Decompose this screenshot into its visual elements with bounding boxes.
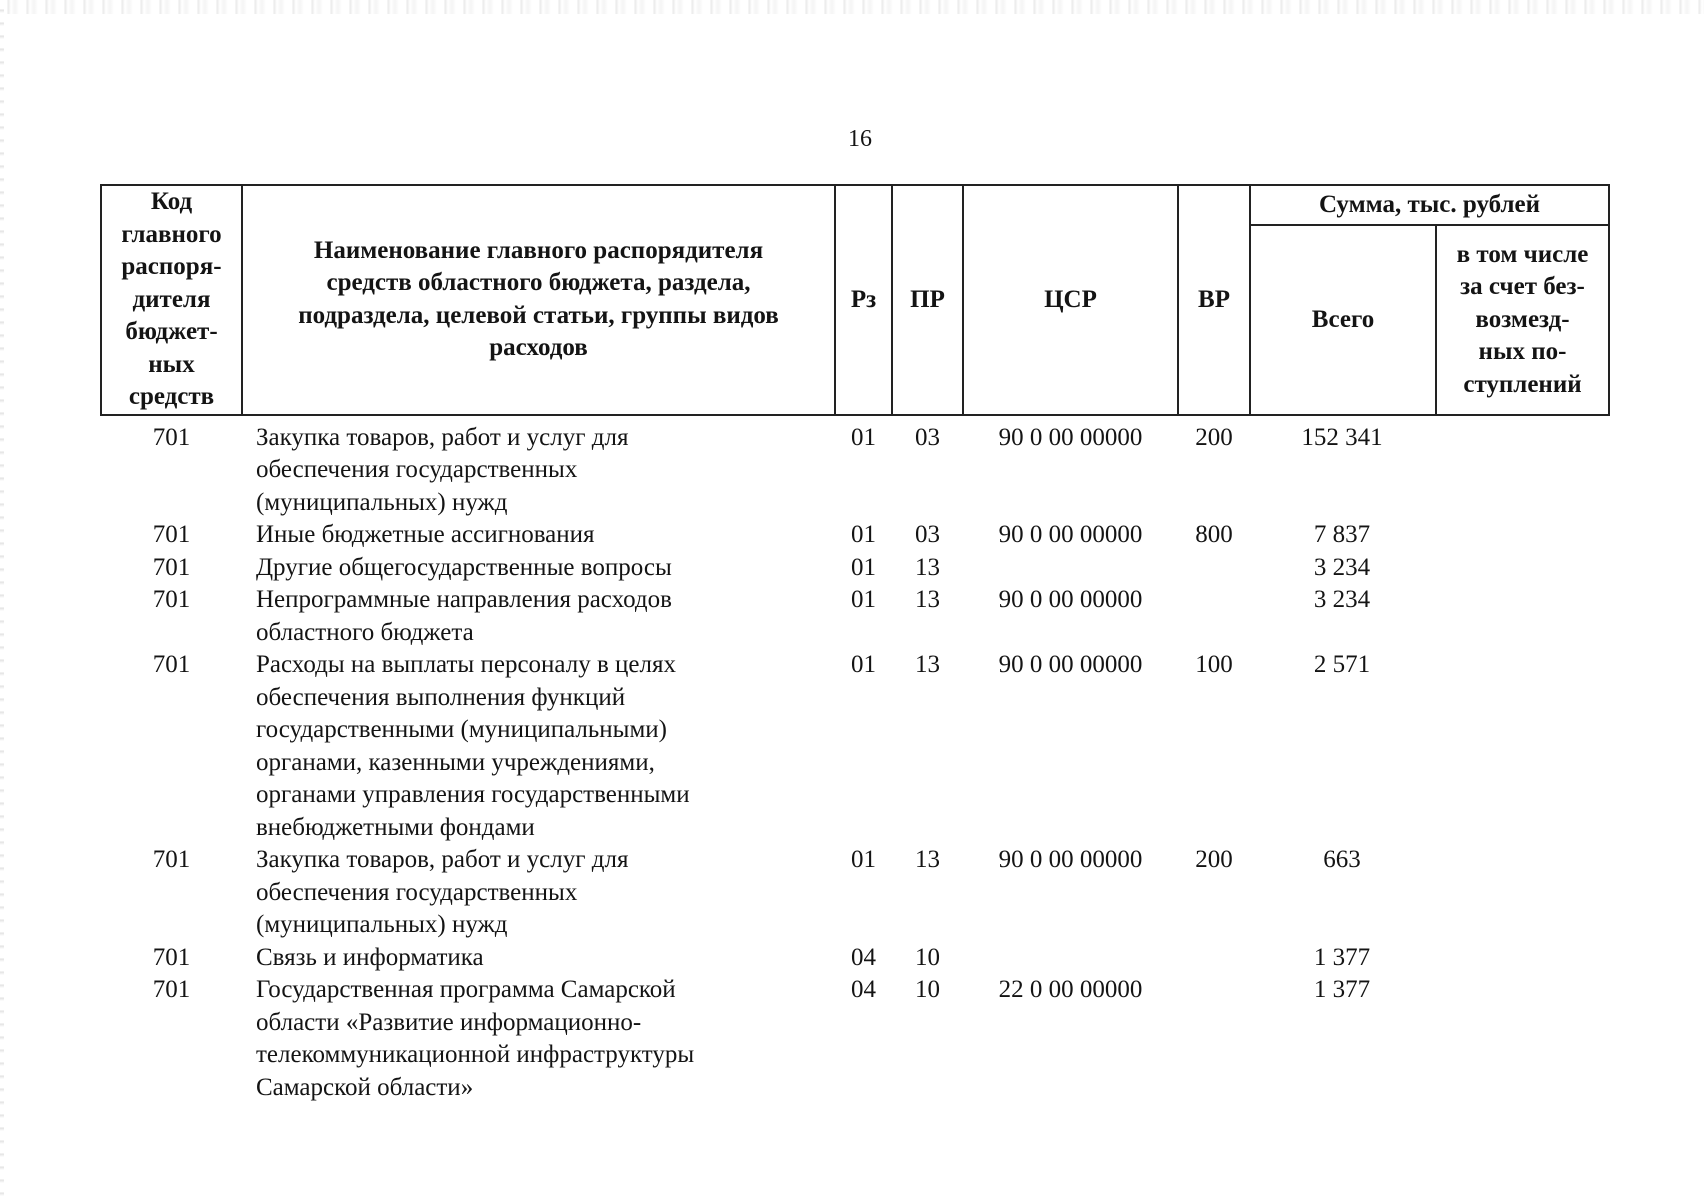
cell-csr: 90 0 00 00000	[998, 423, 1143, 451]
cell-name-line: областного бюджета	[256, 618, 474, 646]
header-line: бюджет-	[125, 318, 218, 345]
cell-pr: 10	[915, 943, 940, 971]
cell-name-line: внебюджетными фондами	[256, 813, 535, 841]
header-line: подраздела, целевой статьи, группы видов	[298, 301, 779, 329]
cell-bez	[1436, 942, 1609, 975]
cell-bez	[1436, 974, 1609, 1104]
header-rz: Рз	[835, 185, 892, 415]
cell-code: 701	[152, 976, 191, 1003]
cell-vr: 800	[1195, 521, 1233, 548]
cell-rz: 01	[851, 553, 876, 581]
cell-name-line: (муниципальных) нужд	[256, 911, 508, 938]
cell-pr: 03	[915, 423, 940, 451]
header-line: за счет без-	[1460, 273, 1585, 300]
cell-name-line: обеспечения выполнения функций	[256, 683, 626, 711]
cell-bez	[1436, 844, 1609, 942]
cell-total: 3 234	[1313, 553, 1371, 581]
cell-pr: 13	[915, 651, 940, 678]
cell-name	[242, 519, 835, 552]
cell-rz: 01	[851, 651, 876, 678]
header-line: главного	[121, 220, 222, 248]
table-header	[101, 185, 1609, 415]
cell-csr: 22 0 00 00000	[998, 976, 1143, 1003]
cell-csr: 90 0 00 00000	[998, 846, 1143, 873]
cell-vr: 200	[1195, 423, 1233, 451]
cell-code: 701	[152, 943, 191, 971]
cell-name-line: государственными (муниципальными)	[256, 716, 667, 743]
cell-csr	[963, 942, 1178, 975]
header-csr: ЦСР	[963, 185, 1178, 415]
cell-total: 7 837	[1313, 521, 1371, 548]
cell-name-line: телекоммуникационной инфраструктуры	[256, 1041, 695, 1068]
header-total: Всего	[1250, 225, 1436, 415]
cell-name	[242, 942, 835, 975]
header-line: ных по-	[1478, 338, 1567, 365]
cell-name-line: Другие общегосударственные вопросы	[256, 553, 672, 581]
table-row	[101, 519, 1609, 552]
header-line: ных	[148, 350, 195, 378]
cell-rz: 04	[851, 943, 876, 971]
cell-name-line: органами управления государственными	[256, 781, 690, 808]
cell-name-line: обеспечения государственных	[256, 878, 578, 906]
cell-code: 701	[152, 423, 191, 451]
scan-noise-top	[0, 0, 1704, 14]
cell-name	[242, 415, 835, 520]
cell-name-line: области «Развитие информационно-	[256, 1008, 642, 1036]
cell-name	[242, 974, 835, 1104]
header-line: распоря-	[121, 253, 222, 280]
cell-vr: 200	[1195, 846, 1233, 873]
cell-pr: 10	[915, 976, 940, 1003]
cell-code: 701	[152, 521, 191, 548]
header-sum-group: Сумма, тыс. рублей	[1250, 185, 1609, 225]
cell-pr: 13	[915, 846, 940, 873]
cell-vr	[1178, 942, 1250, 975]
cell-total: 1 377	[1313, 976, 1371, 1003]
table-row	[101, 552, 1609, 585]
cell-name-line: обеспечения государственных	[256, 456, 578, 483]
cell-pr: 13	[915, 586, 940, 613]
header-line: ступлений	[1463, 370, 1582, 398]
header-line: в том числе	[1456, 240, 1589, 268]
cell-vr	[1178, 584, 1250, 649]
cell-name-line: Связь и информатика	[256, 943, 484, 971]
header-line: расходов	[489, 334, 588, 362]
cell-code: 701	[152, 586, 191, 613]
cell-rz: 01	[851, 586, 876, 613]
cell-bez	[1436, 519, 1609, 552]
cell-total: 2 571	[1313, 651, 1371, 678]
cell-name	[242, 552, 835, 585]
cell-total: 3 234	[1313, 586, 1371, 613]
cell-pr: 03	[915, 521, 940, 548]
cell-name-line: Самарской области»	[256, 1073, 474, 1101]
header-line: Наименование главного распорядителя	[313, 236, 764, 264]
header-line: возмезд-	[1475, 305, 1570, 333]
cell-vr	[1178, 552, 1250, 585]
cell-total: 1 377	[1313, 943, 1371, 971]
header-line: средств областного бюджета, раздела,	[326, 269, 751, 297]
cell-csr: 90 0 00 00000	[998, 651, 1143, 678]
cell-total: 152 341	[1301, 423, 1383, 451]
cell-vr: 100	[1195, 651, 1233, 678]
header-line: дителя	[132, 285, 211, 313]
header-code	[101, 185, 242, 415]
cell-rz: 01	[851, 423, 876, 451]
cell-total: 663	[1323, 846, 1361, 873]
cell-csr: 90 0 00 00000	[998, 521, 1143, 548]
cell-bez	[1436, 552, 1609, 585]
header-vr: ВР	[1178, 185, 1250, 415]
header-name	[242, 185, 835, 415]
cell-name-line: Иные бюджетные ассигнования	[256, 521, 595, 548]
cell-code: 701	[152, 846, 191, 873]
cell-csr	[963, 552, 1178, 585]
table-row	[101, 844, 1609, 942]
cell-code: 701	[152, 651, 191, 678]
table-row	[101, 415, 1609, 520]
table-row	[101, 584, 1609, 649]
header-line: средств	[128, 383, 215, 410]
cell-name-line: Непрограммные направления расходов	[256, 586, 672, 613]
table-row	[101, 649, 1609, 844]
cell-bez	[1436, 415, 1609, 520]
cell-rz: 04	[851, 976, 876, 1003]
cell-pr: 13	[915, 553, 940, 581]
cell-code: 701	[152, 553, 191, 581]
cell-vr	[1178, 974, 1250, 1104]
header-pr: ПР	[892, 185, 963, 415]
cell-name-line: Закупка товаров, работ и услуг для	[256, 423, 629, 451]
header-bez	[1436, 225, 1609, 415]
cell-name-line: Закупка товаров, работ и услуг для	[256, 846, 629, 873]
cell-csr: 90 0 00 00000	[998, 586, 1143, 613]
page-number: 16	[848, 126, 872, 152]
cell-rz: 01	[851, 521, 876, 548]
cell-name	[242, 649, 835, 844]
cell-rz: 01	[851, 846, 876, 873]
budget-table	[100, 184, 1610, 1104]
table-row	[101, 942, 1609, 975]
table-body	[101, 415, 1609, 1105]
cell-name-line: Государственная программа Самарской	[256, 976, 676, 1003]
cell-name-line: Расходы на выплаты персоналу в целях	[256, 651, 676, 678]
cell-name	[242, 584, 835, 649]
table-row	[101, 974, 1609, 1104]
cell-bez	[1436, 649, 1609, 844]
header-line: Код	[150, 188, 193, 215]
cell-name	[242, 844, 835, 942]
cell-name-line: органами, казенными учреждениями,	[256, 748, 655, 776]
cell-bez	[1436, 584, 1609, 649]
cell-name-line: (муниципальных) нужд	[256, 488, 508, 516]
scan-edge-left	[0, 0, 4, 1200]
